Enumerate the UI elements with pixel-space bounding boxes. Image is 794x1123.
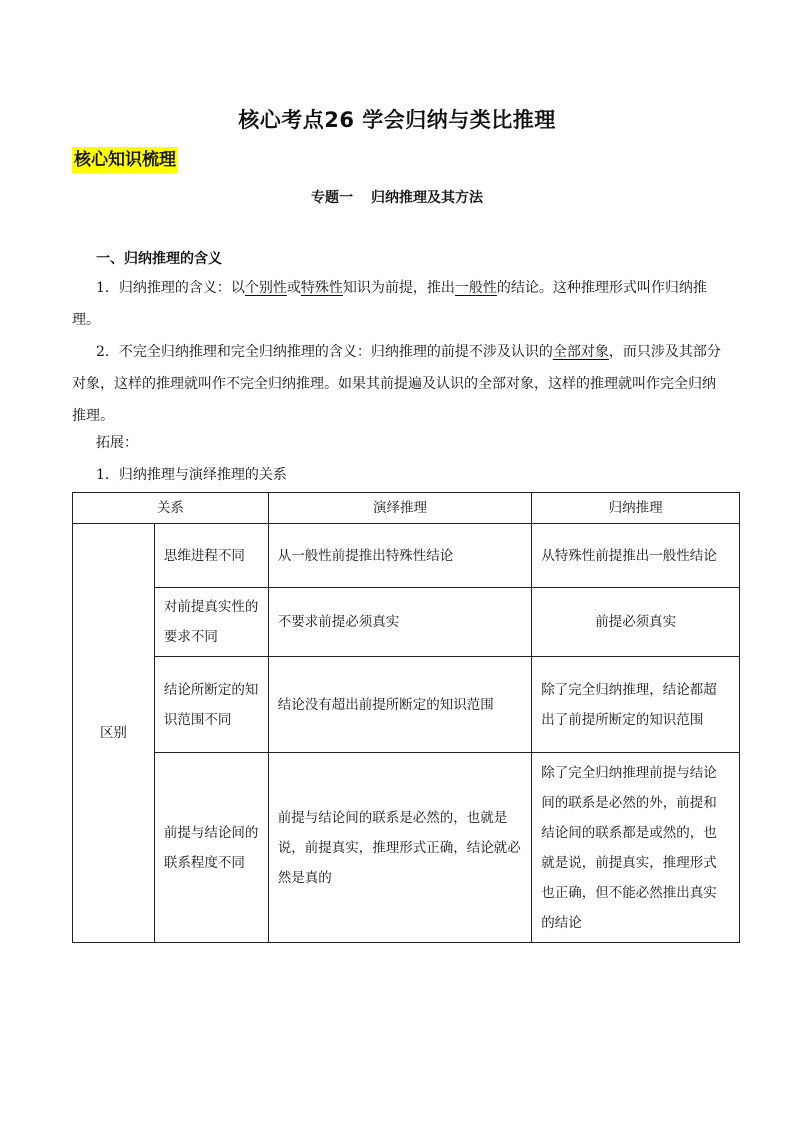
- row-aspect: 思维进程不同: [154, 524, 268, 588]
- row-deductive: 从一般性前提推出特殊性结论: [268, 524, 532, 588]
- row-aspect: 前提与结论间的联系程度不同: [154, 753, 268, 943]
- topic-subtitle: [0, 187, 794, 207]
- para1-underlined-1: 个别性: [244, 280, 287, 296]
- page-title: 核心考点26 学会归纳与类比推理: [238, 108, 556, 132]
- subtitle-part1: 专题一: [311, 190, 353, 206]
- para2-text-2: ，而只涉及其部分对象，这样的推理就叫作不完全归纳推理。如果其前提遍及认识的全部对象，这样的推理就叫作完全归纳推理。: [72, 344, 721, 424]
- table-row: [73, 657, 740, 753]
- row-deductive: 结论没有超出前提所断定的知识范围: [268, 657, 532, 753]
- row-inductive: 从特殊性前提推出一般性结论: [532, 524, 740, 588]
- extension-label: 拓展：: [96, 435, 138, 451]
- row-inductive: 除了完全归纳推理，结论都超出了前提所断定的知识范围: [532, 657, 740, 753]
- paragraph-induction-definition: [72, 272, 724, 336]
- header-inductive: 归纳推理: [532, 493, 740, 524]
- comparison-table: [72, 492, 740, 943]
- para1-text-2: 或: [286, 280, 301, 296]
- row-aspect: 对前提真实性的要求不同: [154, 588, 268, 657]
- group-label: 区别: [73, 524, 155, 943]
- para1-text-1: 1．归纳推理的含义：以: [96, 280, 245, 296]
- subtitle-part2: 归纳推理及其方法: [371, 190, 483, 206]
- para2-text-1: 2．不完全归纳推理和完全归纳推理的含义：归纳推理的前提不涉及认识的: [96, 344, 553, 360]
- header-relation: 关系: [73, 493, 269, 524]
- para1-text-3: 知识为前提，推出: [342, 280, 455, 296]
- row-deductive: 不要求前提必须真实: [268, 588, 532, 657]
- section-heading: 一、归纳推理的含义: [96, 251, 222, 267]
- relation-heading: 1．归纳推理与演绎推理的关系: [96, 467, 287, 483]
- table-row: [73, 524, 740, 588]
- paragraph-complete-incomplete: [72, 336, 724, 432]
- section-tag-highlight: 核心知识梳理: [72, 147, 178, 173]
- row-inductive: 除了完全归纳推理前提与结论间的联系是必然的外，前提和结论间的联系都是或然的，也就是说，前提真实，推理形式也正确，但不能必然推出真实的结论: [532, 753, 740, 943]
- table-header-row: [73, 493, 740, 524]
- header-deductive: 演绎推理: [268, 493, 532, 524]
- row-deductive: 前提与结论间的联系是必然的，也就是说，前提真实，推理形式正确，结论就必然是真的: [268, 753, 532, 943]
- table-row: [73, 753, 740, 943]
- para1-underlined-2: 特殊性: [300, 280, 343, 296]
- para2-underlined-1: 全部对象: [552, 344, 609, 360]
- table-row: [73, 588, 740, 657]
- para1-underlined-3: 一般性: [454, 280, 497, 296]
- row-aspect: 结论所断定的知识范围不同: [154, 657, 268, 753]
- para1-text-4: 的结论。这种推理形式叫作归纳推理。: [72, 280, 707, 328]
- row-inductive: 前提必须真实: [532, 588, 740, 657]
